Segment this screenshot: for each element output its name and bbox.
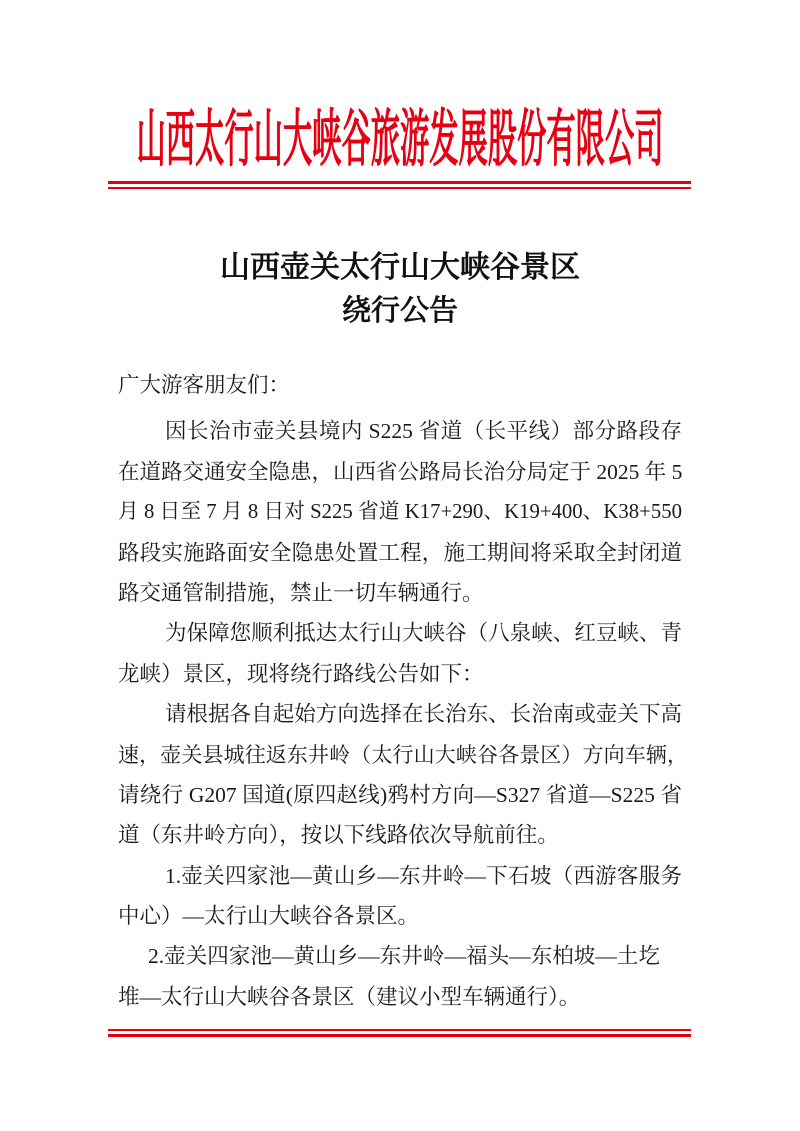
body-line: 因长治市壶关县境内 S225 省道（长平线）部分路段存 xyxy=(165,419,682,444)
paragraph-detour-route xyxy=(118,694,688,856)
notice-body xyxy=(118,365,688,1017)
body-line: 道（东井岭方向），按以下线路依次导航前往。 xyxy=(118,823,559,848)
body-line: 路段实施路面安全隐患处置工程，施工期间将采取全封闭道 xyxy=(118,540,682,565)
body-line: 月 8 日至 7 月 8 日对 S225 省道 K17+290、K19+400、K38+550 xyxy=(118,501,682,524)
document-title-line-2: 绕行公告 xyxy=(341,295,458,327)
body-line: 1.壶关四家池—黄山乡—东井岭—下石坡（西游客服务 xyxy=(165,863,682,888)
body-line: 请绕行 G207 国道(原四赵线)鸦村方向—S327 省道—S225 省 xyxy=(118,782,682,807)
letterhead xyxy=(0,104,800,176)
body-line: 路交通管制措施，禁止一切车辆通行。 xyxy=(118,580,484,605)
paragraph-detour-intro xyxy=(118,613,682,694)
body-line: 速，壶关县城往返东井岭（太行山大峡谷各景区）方向车辆， xyxy=(118,742,688,767)
greeting: 广大游客朋友们： xyxy=(118,373,291,397)
company-name: 山西太行山大峡谷旅游发展股份有限公司 xyxy=(136,106,664,174)
body-line: 2.壶关四家池—黄山乡—东井岭—福头—东柏坡—土圪 xyxy=(148,944,660,969)
header-separator-thin xyxy=(108,187,691,189)
footer-separator-thin xyxy=(108,1029,691,1031)
body-line: 中心）—太行山大峡谷各景区。 xyxy=(118,904,420,929)
header-separator-thick xyxy=(108,181,691,184)
paragraph-closure-notice xyxy=(118,411,682,613)
route-option-1 xyxy=(118,856,682,937)
body-line: 龙峡）景区，现将绕行路线公告如下： xyxy=(118,661,484,686)
body-line: 请根据各自起始方向选择在长治东、长治南或壶关下高 xyxy=(165,702,682,727)
footer-separator-thick xyxy=(108,1034,691,1037)
document-title-line-1: 山西壶关太行山大峡谷景区 xyxy=(220,251,580,284)
route-option-2 xyxy=(118,936,682,1017)
body-line: 为保障您顺利抵达太行山大峡谷（八泉峡、红豆峡、青 xyxy=(165,621,682,646)
body-line: 堆—太行山大峡谷各景区（建议小型车辆通行）。 xyxy=(118,984,581,1009)
body-line: 在道路交通安全隐患，山西省公路局长治分局定于 2025 年 5 xyxy=(118,459,682,484)
